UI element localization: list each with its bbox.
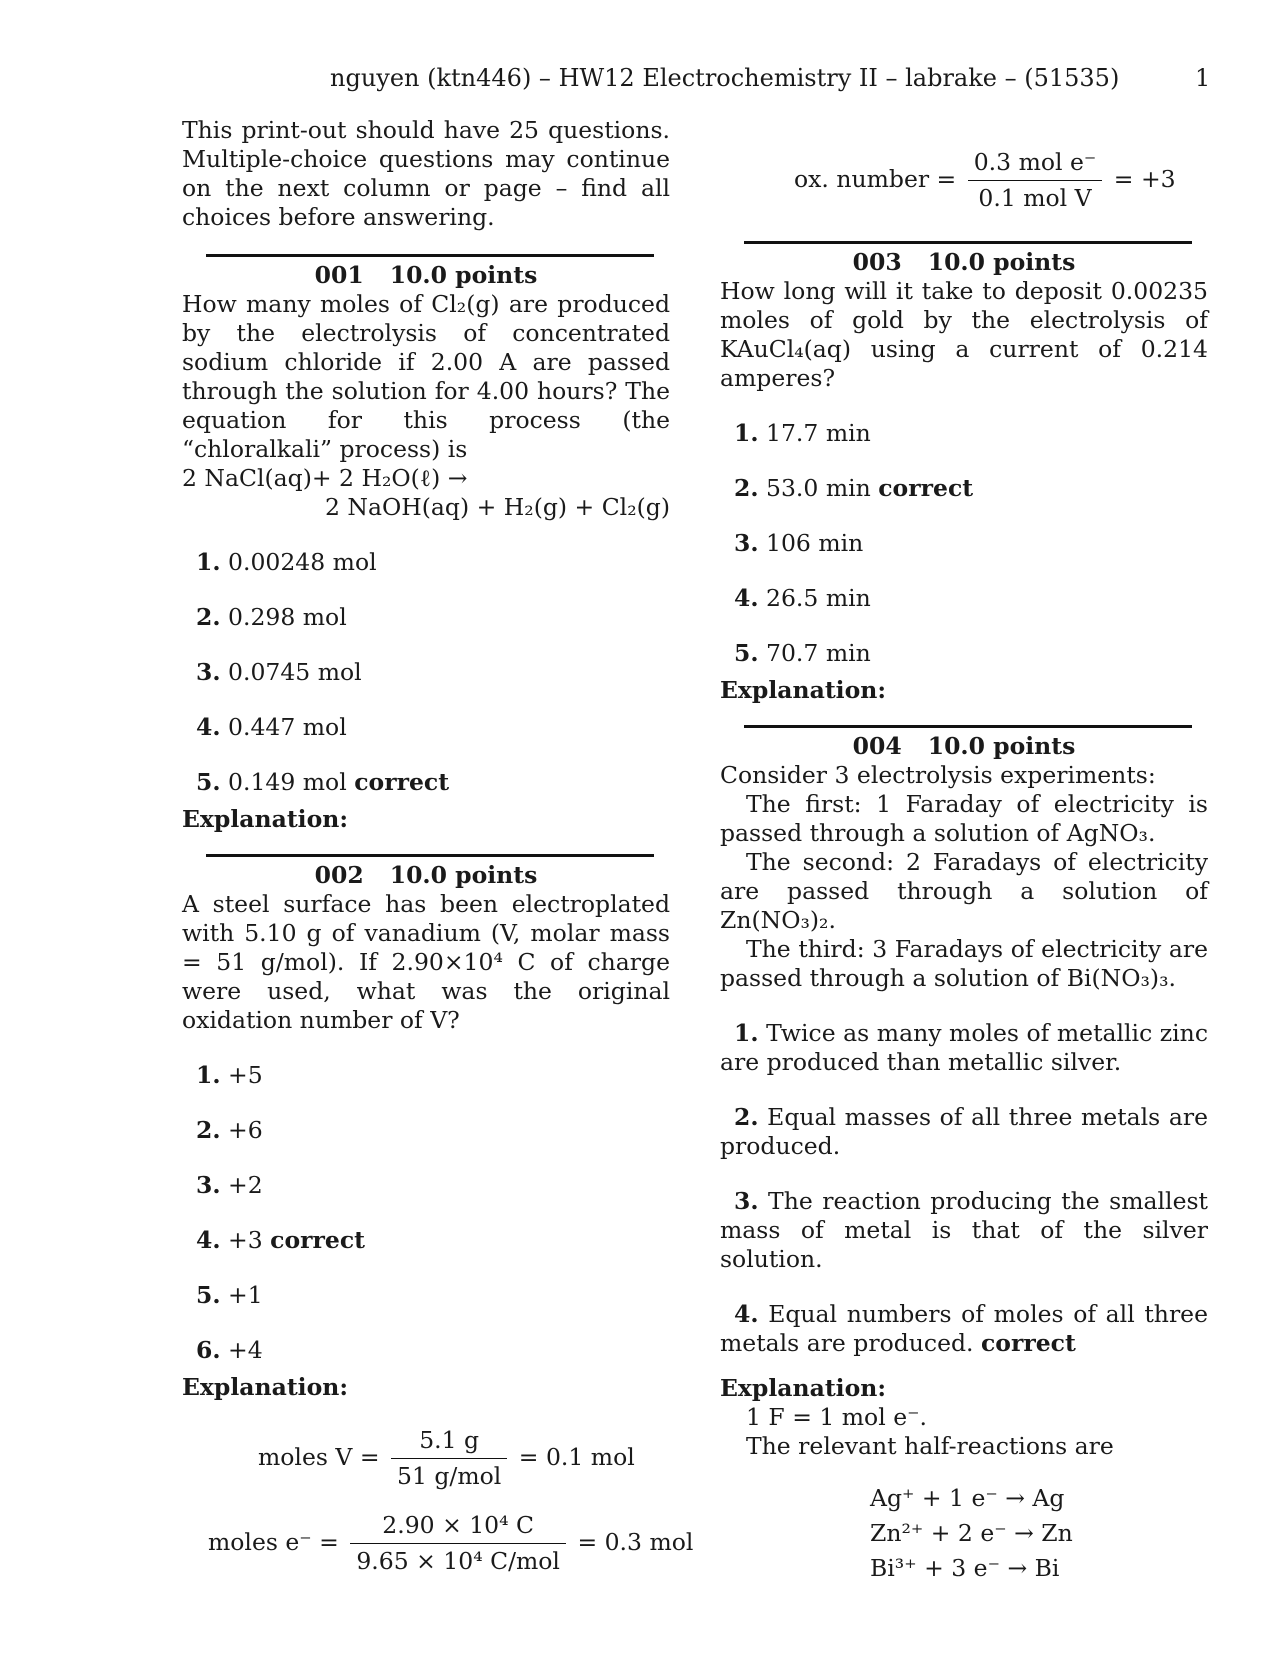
page-header: nguyen (ktn446) – HW12 Electrochemistry II – labrake – (51535) [330,64,1120,92]
question-001-stem: How many moles of Cl₂(g) are produced by the electrolysis of concentrated sodium chloride if 2.00 A are passed through the solution for 4.00 hours? The equation for this process (the “chloralkali” process) is [182,290,670,463]
explanation-label: Explanation: [720,676,887,704]
calc-moles-v: moles V = $\frac{5.1 g}{\text{51 g/mol}}$ = 0.1 mol [258,1426,635,1490]
explanation-line: The relevant half-reactions are [746,1432,1114,1460]
intro-text: This print-out should have 25 questions. Multiple-choice questions may continue on the next column or page – find all choices before answering. [182,116,670,231]
question-001-choices [182,548,670,797]
choice-item[interactable]: 1. 17.7 min [734,419,871,447]
question-004-header [720,732,1208,761]
question-number: 002 [314,861,364,889]
question-002-stem: A steel surface has been electroplated with 5.10 g of vanadium (V, molar mass = 51 g/mol). If 2.90×10⁴ C of charge were used, what was the original oxidation number of V? [182,890,670,1034]
question-divider [744,725,1192,728]
half-reaction-ag: Ag⁺ + 1 e⁻ → Ag [870,1484,1065,1512]
question-002-header [182,861,670,890]
explanation-label: Explanation: [182,805,349,833]
choice-item-correct[interactable]: 2. 53.0 min correct [734,474,974,502]
question-points: 10.0 points [389,261,538,289]
choice-item[interactable]: 2. 0.298 mol [196,603,347,631]
question-number: 004 [852,732,902,760]
question-number: 003 [852,248,902,276]
choice-item[interactable]: 5. +1 [196,1281,263,1309]
choice-item[interactable]: 6. +4 [196,1336,263,1364]
experiment-3: The third: 3 Faradays of electricity are passed through a solution of Bi(NO₃)₃. [720,935,1208,992]
choice-item[interactable]: 1. +5 [196,1061,263,1089]
question-divider [744,241,1192,244]
question-004-stem: Consider 3 electrolysis experiments: [720,761,1156,789]
question-001-equation-right: 2 NaOH(aq) + H₂(g) + Cl₂(g) [325,493,670,521]
choice-item[interactable]: 4. 0.447 mol [196,713,347,741]
choice-item-correct[interactable]: 5. 0.149 mol correct [196,768,450,796]
choice-item[interactable]: 1. Twice as many moles of metallic zinc are produced than metallic silver. [720,1019,1208,1076]
choice-item[interactable]: 4. 26.5 min [734,584,871,612]
experiment-1: The first: 1 Faraday of electricity is passed through a solution of AgNO₃. [720,790,1208,847]
page-number: 1 [1195,64,1211,92]
question-003-block [720,241,1208,1586]
choice-item[interactable]: 1. 0.00248 mol [196,548,377,576]
choice-item[interactable]: 3. 106 min [734,529,864,557]
question-003-stem: How long will it take to deposit 0.00235 moles of gold by the electrolysis of KAuCl₄(aq) using a current of 0.214 amperes? [720,277,1208,392]
left-column [182,116,694,1576]
half-reactions [870,1481,1208,1586]
explanation-label: Explanation: [720,1374,887,1402]
half-reaction-bi: Bi³⁺ + 3 e⁻ → Bi [870,1554,1060,1582]
choice-item[interactable]: 5. 70.7 min [734,639,871,667]
explanation-label: Explanation: [182,1373,349,1401]
question-number: 001 [314,261,364,289]
question-003-header [720,248,1208,277]
question-001-equation-left: 2 NaCl(aq)+ 2 H₂O(ℓ) → [182,464,468,492]
question-points: 10.0 points [389,861,538,889]
question-points: 10.0 points [927,732,1076,760]
explanation-line: 1 F = 1 mol e⁻. [746,1403,927,1431]
half-reaction-zn: Zn²⁺ + 2 e⁻ → Zn [870,1519,1073,1547]
choice-item[interactable]: 3. The reaction producing the smallest mass of metal is that of the silver solution. [720,1187,1208,1273]
choice-item[interactable]: 3. 0.0745 mol [196,658,362,686]
choice-item[interactable]: 2. +6 [196,1116,263,1144]
question-002-choices [182,1061,670,1365]
question-divider [206,254,654,257]
experiment-2: The second: 2 Faradays of electricity are passed through a solution of Zn(NO₃)₂. [720,848,1208,934]
question-001-header [182,261,670,290]
choice-item[interactable]: 3. +2 [196,1171,263,1199]
choice-item-correct[interactable]: 4. Equal numbers of moles of all three metals are produced. correct [720,1300,1208,1357]
calc-moles-electrons: moles e⁻ = $\frac{\text{2.90 × 10⁴ C}}{\text{9.65 × 10⁴ C/mol}}$ = 0.3 mol [208,1511,694,1575]
question-divider [206,854,654,857]
calc-ox-number: ox. number = $\frac{\text{0.3 mol e⁻}}{\text{0.1 mol V}}$ = +3 [794,148,1176,212]
choice-item-correct[interactable]: 4. +3 correct [196,1226,366,1254]
choice-item[interactable]: 2. Equal masses of all three metals are produced. [720,1103,1208,1160]
question-points: 10.0 points [927,248,1076,276]
